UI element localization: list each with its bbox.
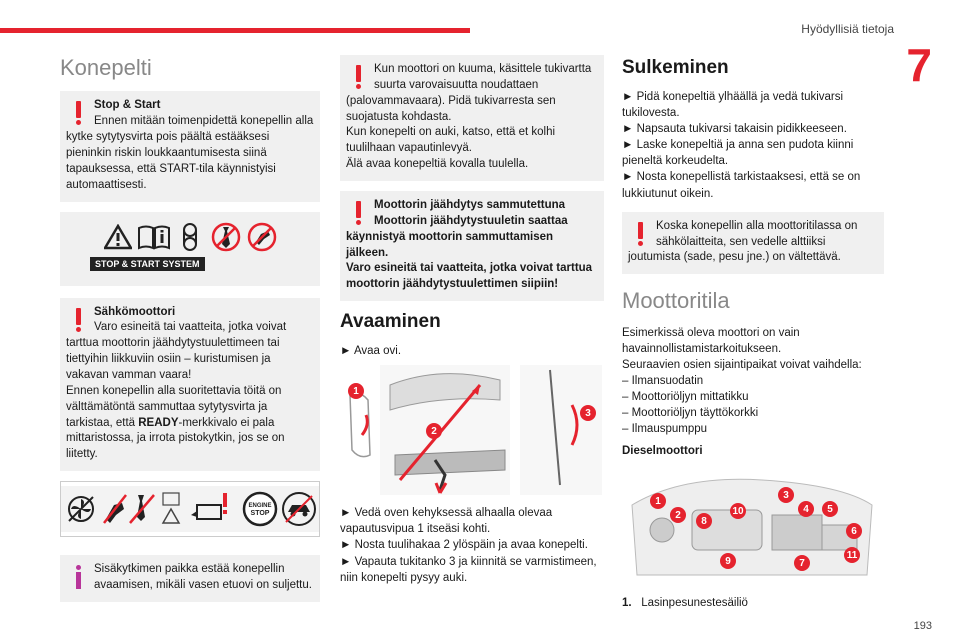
legend-item-1: 1. Lasinpesunestesäiliö bbox=[622, 597, 748, 610]
intro-text-1: Esimerkissä oleva moottori on vain havainnollistamistarkoitukseen. bbox=[622, 326, 800, 355]
warning-heading: Stop & Start bbox=[94, 99, 161, 112]
no-tie-icon bbox=[208, 220, 244, 254]
warning-cooling-fan bbox=[340, 191, 604, 301]
warning-text: Älä avaa konepeltiä kovalla tuulella. bbox=[346, 158, 529, 171]
close-step-1: ► Pidä konepeltiä ylhäällä ja vedä tukivarsi tukilovesta. bbox=[622, 91, 844, 120]
list-item: – Ilmauspumppu bbox=[622, 423, 708, 436]
heading-avaaminen: Avaaminen bbox=[340, 311, 441, 333]
intro-text-2: Seuraavien osien sijaintipaikat voivat vaihdella: bbox=[622, 358, 862, 371]
warning-text: Kun konepelti on auki, katso, että et kolhi tuulilhaan vapautinlevyä. bbox=[346, 126, 556, 155]
list-item: – Moottoriöljyn mittatikku bbox=[622, 391, 749, 403]
stop-start-system-label: STOP & START SYSTEM bbox=[90, 257, 205, 271]
warning-text: Varo esineitä tai vaatteita, jotka voivat tarttua moottorin jäähdytystuulettimen siipiin! bbox=[346, 262, 593, 291]
engine-compartment-illustration bbox=[622, 465, 884, 585]
engine-callout-8: 8 bbox=[696, 513, 712, 529]
warning-text: Varo esineitä tai vaatteita, jotka voivat tarttua moottorin jäähdytystuulettimeen tai tiettyihin liikkuviin osiin – kuristumisen ja vakavan vamman vaara! bbox=[66, 321, 287, 381]
parts-list bbox=[622, 373, 884, 437]
svg-text:STOP: STOP bbox=[250, 510, 270, 518]
step-release-lever: ► Vedä oven kehyksessä alhaalla olevaa vapautusvipua 1 itseäsi kohti. bbox=[340, 507, 553, 536]
close-step-3: ► Laske konepeltiä ja anna sen pudota kiinni pieneltä korkeudelta. bbox=[622, 139, 854, 168]
warning-stop-start bbox=[60, 91, 320, 201]
column-middle bbox=[340, 55, 604, 586]
warning-text: Koska konepellin alla moottoritilassa on sähkölaitteita, sen vedelle alttiiksi joutumista (sade, pesu jne.) on vältettävä. bbox=[628, 219, 858, 264]
callout-2: 2 bbox=[426, 423, 442, 439]
engine-callout-3: 3 bbox=[778, 487, 794, 503]
warning-text: Moottorin jäähdytystuuletin saattaa käynnistyä moottorin sammuttamisen jälkeen. bbox=[346, 214, 568, 259]
engine-callout-6: 6 bbox=[846, 523, 862, 539]
no-hand-tie-icon bbox=[100, 489, 160, 529]
callout-1: 1 bbox=[348, 383, 364, 399]
warning-icon bbox=[66, 305, 88, 333]
engine-callout-1: 1 bbox=[650, 493, 666, 509]
info-internal-switch bbox=[60, 555, 320, 602]
chapter-number: 7 bbox=[906, 39, 932, 91]
info-text: Sisäkytkimen paikka estää konepellin avaamisen, mikäli vasen etuovi on suljettu. bbox=[94, 563, 312, 591]
list-item: – Moottoriöljyn täyttökorkki bbox=[622, 407, 759, 420]
warning-text: Ennen mitään toimenpidettä konepellin alla kytke sytytysvirta pois päältä estääksesi pieninkin riskin loukkaantumisesta siinä tapauksessa, että START-tila käynnistyisi automaattisesti. bbox=[66, 115, 314, 191]
heading-sulkeminen: Sulkeminen bbox=[622, 57, 729, 78]
engine-warning-icon bbox=[182, 489, 241, 529]
engine-callout-4: 4 bbox=[798, 501, 814, 517]
engine-callout-5: 5 bbox=[822, 501, 838, 517]
car-plug-icon bbox=[280, 489, 319, 529]
engine-stop-button-icon bbox=[241, 489, 280, 529]
engine-callout-11: 11 bbox=[844, 547, 860, 563]
page-number: 193 bbox=[913, 620, 932, 632]
top-red-bar bbox=[0, 28, 470, 33]
warning-hot-engine bbox=[340, 55, 604, 181]
fan-belt-icon bbox=[172, 220, 208, 254]
section-title: Hyödyllisiä tietoja bbox=[801, 22, 894, 36]
warning-triangle-icon bbox=[100, 220, 136, 254]
warning-icon bbox=[628, 219, 650, 247]
warning-text: Ennen konepellin alla suoritettavia töitä on välttämätöntä sammuttaa sytytysvirta ja tarkistaa, että READY-merkkivalo ei pala mittaristossa, ja irrota pistokytkin, jos se on liitetty. bbox=[66, 384, 285, 461]
subtitle-diesel: Dieselmoottori bbox=[622, 445, 703, 458]
close-step-4: ► Nosta konepellistä tarkistaaksesi, että se on lukkiutunut oikein. bbox=[622, 171, 861, 200]
info-icon bbox=[66, 562, 88, 590]
engine-callout-10: 10 bbox=[730, 503, 746, 519]
warning-text: Kun moottori on kuuma, käsittele tukivartta suurta varovaisuutta noudattaen (palovammavaara). Pidä tukivarresta sen suojatusta kohdasta. bbox=[346, 63, 592, 123]
svg-text:ENGINE: ENGINE bbox=[248, 503, 272, 510]
heading-konepelti: Konepelti bbox=[60, 55, 152, 80]
engine-callout-9: 9 bbox=[720, 553, 736, 569]
step-lift-catch: ► Nosta tuulihakaa 2 ylöspäin ja avaa konepelti. bbox=[340, 539, 588, 552]
callout-3: 3 bbox=[580, 405, 596, 421]
step-open-door: ► Avaa ovi. bbox=[340, 345, 402, 358]
engine-callout-2: 2 bbox=[670, 507, 686, 523]
list-item: – Ilmansuodatin bbox=[622, 374, 704, 387]
warning-icon bbox=[66, 98, 88, 126]
heading-moottoritila: Moottoritila bbox=[622, 288, 730, 314]
manual-book-icon bbox=[136, 220, 172, 254]
warning-icon bbox=[346, 198, 368, 226]
bonnet-opening-illustration bbox=[340, 365, 602, 495]
no-fan-icon bbox=[61, 489, 100, 529]
engine-callout-7: 7 bbox=[794, 555, 810, 571]
step-release-prop: ► Vapauta tukitanko 3 ja kiinnitä se varmistimeen, niin konepelti pysyy auki. bbox=[340, 555, 597, 584]
close-step-2: ► Napsauta tukivarsi takaisin pidikkeeseen. bbox=[622, 123, 847, 136]
ready-indicator-text: READY bbox=[138, 416, 179, 429]
stop-start-pictograms bbox=[60, 212, 320, 286]
electric-pictograms bbox=[60, 481, 320, 537]
no-hand-icon bbox=[244, 220, 280, 254]
manual-warning-icon bbox=[160, 489, 182, 529]
warning-heading: Moottorin jäähdytys sammutettuna bbox=[374, 199, 566, 212]
warning-icon bbox=[346, 62, 368, 90]
warning-electric-motor bbox=[60, 298, 320, 472]
column-left bbox=[60, 55, 320, 612]
column-right bbox=[622, 55, 884, 611]
warning-heading: Sähkömoottori bbox=[94, 305, 176, 318]
warning-electrical bbox=[622, 212, 884, 275]
